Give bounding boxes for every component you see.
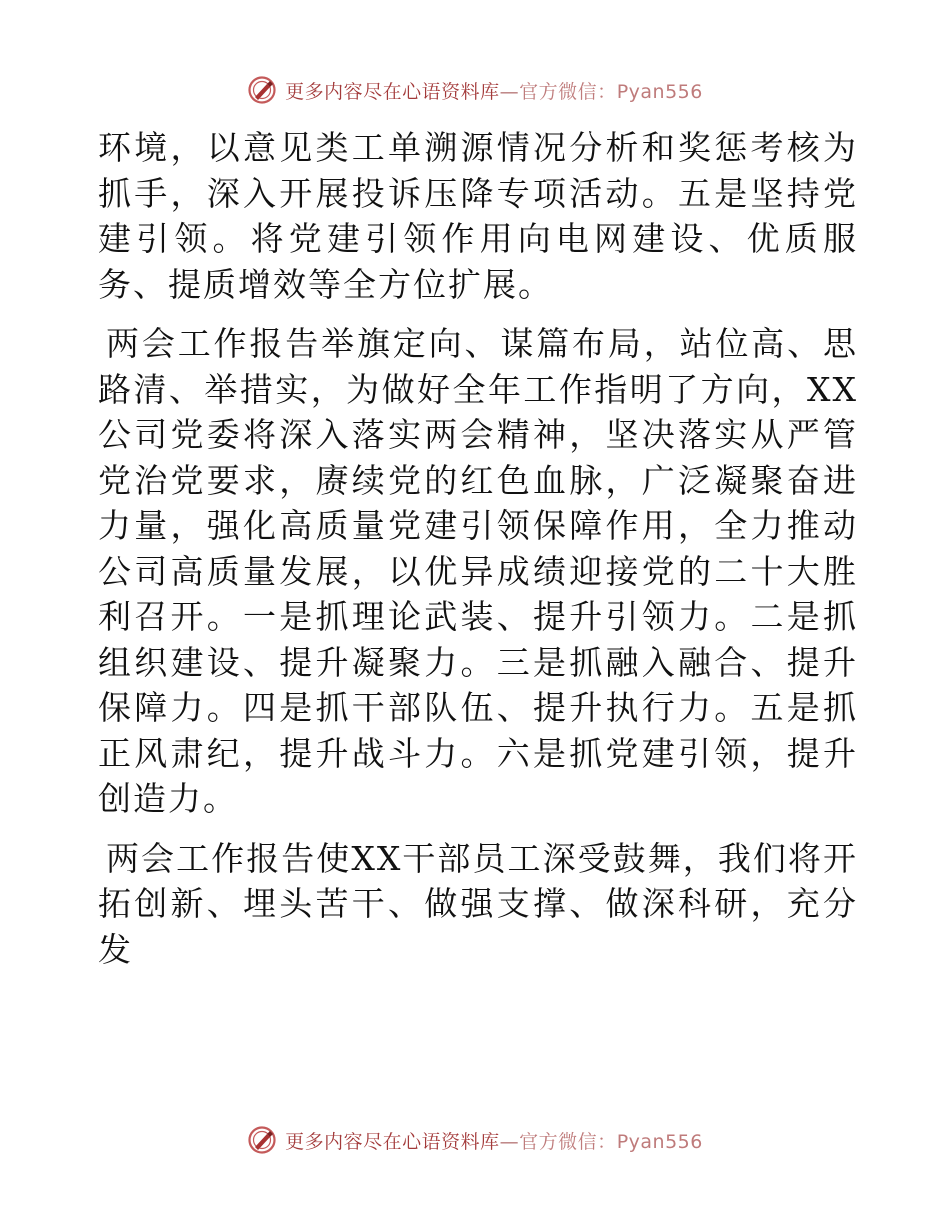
footer-watermark [0, 1120, 950, 1160]
watermark-text: 更多内容尽在心语资料库—官方微信：Pyan556 [285, 80, 703, 103]
paragraph: 两会工作报告使XX干部员工深受鼓舞，我们将开拓创新、埋头苦干、做强支撑、做深科研，充分发 [98, 838, 858, 969]
header-watermark [0, 70, 950, 110]
pen-circle-logo-icon [247, 75, 277, 105]
pen-circle-logo-icon [247, 1125, 277, 1155]
paragraph: 环境，以意见类工单溯源情况分析和奖惩考核为抓手，深入开展投诉压降专项活动。五是坚持党建引领。将党建引领作用向电网建设、优质服务、提质增效等全方位扩展。 [98, 128, 858, 304]
paragraph: 两会工作报告举旗定向、谋篇布局，站位高、思路清、举措实，为做好全年工作指明了方向，XX公司党委将深入落实两会精神，坚决落实从严管党治党要求，赓续党的红色血脉，广泛凝聚奋进力量，强化高质量党建引领保障作用，全力推动公司高质量发展，以优异成绩迎接党的二十大胜利召开。一是抓理论武装、提升引领力。二是抓组织建设、提升凝聚力。三是抓融入融合、提升保障力。四是抓干部队伍、提升执行力。五是抓正风肃纪，提升战斗力。六是抓党建引领，提升创造力。 [98, 324, 858, 818]
watermark-text: 更多内容尽在心语资料库—官方微信：Pyan556 [285, 1130, 703, 1153]
document-body [98, 125, 858, 972]
